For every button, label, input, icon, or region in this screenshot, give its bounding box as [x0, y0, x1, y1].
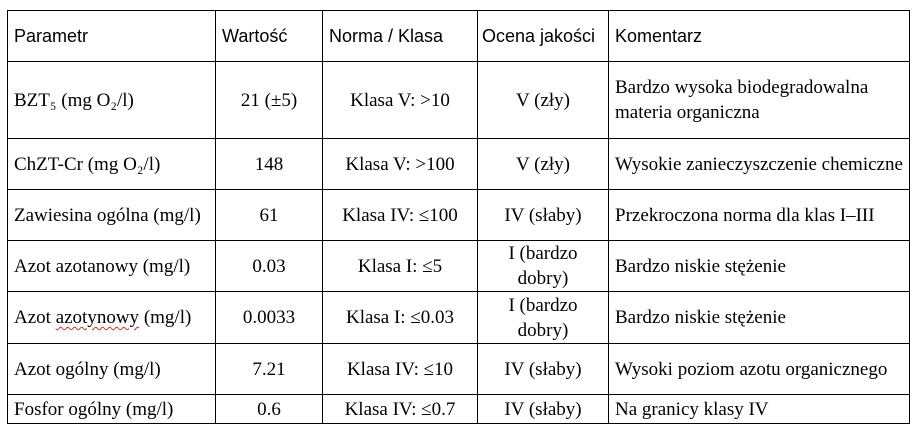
cell-komentarz: Wysoki poziom azotu organicznego	[609, 344, 910, 395]
cell-norma: Klasa IV: ≤100	[323, 190, 478, 241]
cell-parametr	[8, 292, 216, 344]
header-wartosc: Wartość	[216, 11, 323, 62]
water-quality-table	[7, 10, 910, 424]
cell-komentarz: Przekroczona norma dla klas I–III	[609, 190, 910, 241]
cell-wartosc: 0.0033	[216, 292, 323, 344]
table-row	[8, 241, 910, 292]
table-row	[8, 62, 910, 139]
cell-ocena: V (zły)	[478, 62, 609, 139]
cell-parametr: BZT₅ (mg O₂/l)	[8, 62, 216, 139]
table-row	[8, 395, 910, 424]
cell-komentarz: Wysokie zanieczyszczenie chemiczne	[609, 139, 910, 190]
cell-parametr: Azot azotanowy (mg/l)	[8, 241, 216, 292]
cell-norma: Klasa V: >100	[323, 139, 478, 190]
cell-parametr: Zawiesina ogólna (mg/l)	[8, 190, 216, 241]
cell-ocena: I (bardzo dobry)	[478, 292, 609, 344]
header-norma-klasa: Norma / Klasa	[323, 11, 478, 62]
cell-parametr: Fosfor ogólny (mg/l)	[8, 395, 216, 424]
parametr-suffix: (mg/l)	[139, 307, 192, 328]
cell-parametr: Azot ogólny (mg/l)	[8, 344, 216, 395]
cell-wartosc: 148	[216, 139, 323, 190]
cell-norma: Klasa IV: ≤0.7	[323, 395, 478, 424]
cell-komentarz: Bardzo niskie stężenie	[609, 292, 910, 344]
header-komentarz: Komentarz	[609, 11, 910, 62]
cell-ocena: I (bardzo dobry)	[478, 241, 609, 292]
cell-komentarz: Na granicy klasy IV	[609, 395, 910, 424]
cell-wartosc: 0.6	[216, 395, 323, 424]
cell-ocena: IV (słaby)	[478, 395, 609, 424]
header-parametr: Parametr	[8, 11, 216, 62]
parametr-prefix: Azot	[14, 307, 56, 328]
table-header-row	[8, 11, 910, 62]
table-row	[8, 190, 910, 241]
cell-wartosc: 7.21	[216, 344, 323, 395]
table-row	[8, 139, 910, 190]
spellcheck-underlined-word: azotynowy	[55, 307, 140, 328]
table-row	[8, 344, 910, 395]
cell-norma: Klasa I: ≤5	[323, 241, 478, 292]
header-ocena-jakosci: Ocena jakości	[478, 11, 609, 62]
cell-ocena: IV (słaby)	[478, 344, 609, 395]
cell-ocena: IV (słaby)	[478, 190, 609, 241]
cell-komentarz: Bardzo wysoka biodegradowalna materia organiczna	[609, 62, 910, 139]
cell-wartosc: 0.03	[216, 241, 323, 292]
cell-parametr: ChZT-Cr (mg O₂/l)	[8, 139, 216, 190]
cell-wartosc: 61	[216, 190, 323, 241]
cell-norma: Klasa V: >10	[323, 62, 478, 139]
cell-komentarz: Bardzo niskie stężenie	[609, 241, 910, 292]
cell-wartosc: 21 (±5)	[216, 62, 323, 139]
cell-norma: Klasa IV: ≤10	[323, 344, 478, 395]
table-row	[8, 292, 910, 344]
cell-norma: Klasa I: ≤0.03	[323, 292, 478, 344]
cell-ocena: V (zły)	[478, 139, 609, 190]
